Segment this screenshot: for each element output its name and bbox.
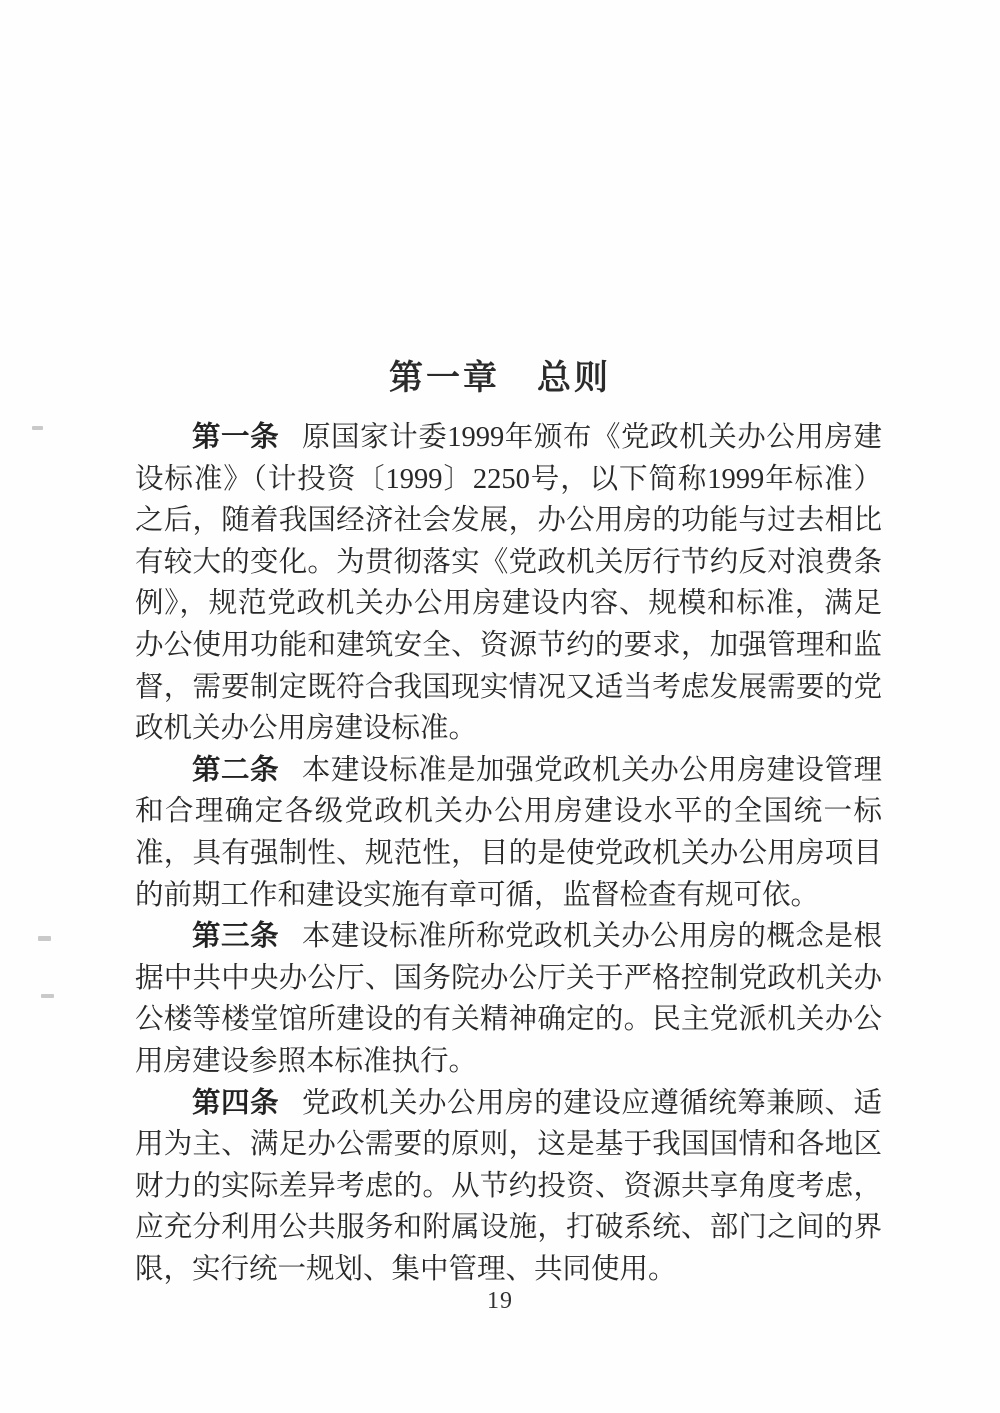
- article-paragraph: [135, 417, 882, 750]
- scan-artifact-mark: [32, 426, 43, 430]
- article-label: 第四条: [192, 1086, 280, 1119]
- article-label: 第三条: [192, 920, 280, 953]
- article-paragraph: [135, 916, 882, 1082]
- chapter-title: 第一章 总则: [389, 359, 611, 397]
- page-number: 19: [487, 1288, 513, 1314]
- article-text: 本建设标准所称党政机关办公用房的概念是根据中共中央办公厅、国务院办公厅关于严格控制党政机关办公楼等楼堂馆所建设的有关精神确定的。民主党派机关办公用房建设参照本标准执行。: [135, 921, 882, 1077]
- article-label: 第一条: [192, 421, 280, 453]
- article-text: 党政机关办公用房的建设应遵循统筹兼顾、适用为主、满足办公需要的原则，这是基于我国国情和各地区财力的实际差异考虑的。从节约投资、资源共享角度考虑，应充分利用公共服务和附属设施，打破系统、部门之间的界限，实行统一规划、集中管理、共同使用。: [135, 1087, 882, 1285]
- document-body: [135, 417, 882, 1290]
- article-paragraph: [135, 750, 882, 916]
- article-paragraph: [135, 1083, 882, 1291]
- article-text: 原国家计委1999年颁布《党政机关办公用房建设标准》（计投资〔1999〕2250号，以下简称1999年标准）之后，随着我国经济社会发展，办公用房的功能与过去相比有较大的变化。为贯彻落实《党政机关厉行节约反对浪费条例》，规范党政机关办公用房建设内容、规模和标准，满足办公使用功能和建筑安全、资源节约的要求，加强管理和监督，需要制定既符合我国现实情况又适当考虑发展需要的党政机关办公用房建设标准。: [135, 422, 882, 745]
- scan-artifact-mark: [38, 936, 51, 941]
- article-text: 本建设标准是加强党政机关办公用房建设管理和合理确定各级党政机关办公用房建设水平的全国统一标准，具有强制性、规范性，目的是使党政机关办公用房项目的前期工作和建设实施有章可循，监督检查有规可依。: [135, 754, 882, 911]
- article-label: 第二条: [192, 753, 280, 786]
- scan-artifact-mark: [41, 994, 54, 998]
